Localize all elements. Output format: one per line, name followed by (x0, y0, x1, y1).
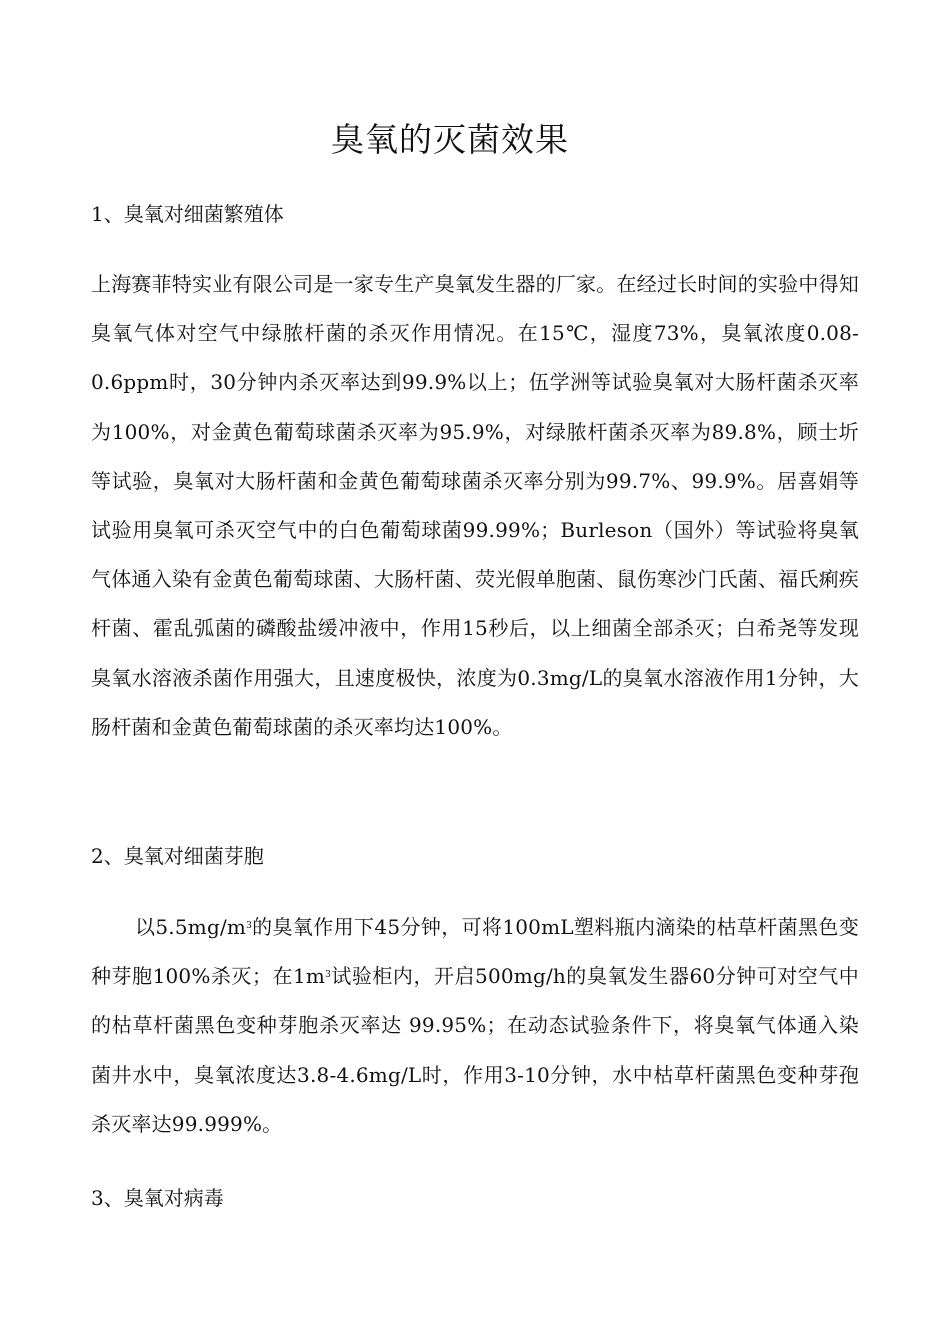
document-title: 臭氧的灭菌效果 (331, 120, 569, 159)
section-heading-bacteria: 1、臭氧对细菌繁殖体 (91, 202, 284, 226)
section-paragraph-spores (91, 903, 859, 1149)
section-heading-spores: 2、臭氧对细菌芽胞 (91, 844, 264, 868)
spores-text-part: 的臭氧作用下45分钟，可将100mL塑料瓶内滴染的枯草杆菌黑色变种芽胞100%杀灭；在1m (91, 915, 859, 989)
spores-text-part: 试验柜内，开启500mg/h的臭氧发生器60分钟可对空气中的枯草杆菌黑色变种芽胞杀灭率达 99.95%；在动态试验条件下，将臭氧气体通入染菌井水中，臭氧浓度达3.8-4.6mg/L时，作用3-10分钟，水中枯草杆菌黑色变种芽孢杀灭率达99.999%。 (91, 964, 859, 1136)
section-heading-virus: 3、臭氧对病毒 (91, 1186, 224, 1210)
spores-text-part: 以5.5mg/m (135, 915, 247, 939)
cubic-superscript: 3 (325, 970, 332, 981)
section-paragraph-bacteria: 上海赛菲特实业有限公司是一家专生产臭氧发生器的厂家。在经过长时间的实验中得知臭氧气体对空气中绿脓杆菌的杀灭作用情况。在15℃，湿度73%，臭氧浓度0.08-0.6ppm时，30分钟内杀灭率达到99.9%以上；伍学洲等试验臭氧对大肠杆菌杀灭率为100%，对金黄色葡萄球菌杀灭率为95.9%，对绿脓杆菌杀灭率为89.8%，顾士圻等试验，臭氧对大肠杆菌和金黄色葡萄球菌杀灭率分别为99.7%、99.9%。居喜娟等试验用臭氧可杀灭空气中的白色葡萄球菌99.99%；Burleson（国外）等试验将臭氧气体通入染有金黄色葡萄球菌、大肠杆菌、荧光假单胞菌、鼠伤寒沙门氏菌、福氏痢疾杆菌、霍乱弧菌的磷酸盐缓冲液中，作用15秒后，以上细菌全部杀灭；白希尧等发现臭氧水溶液杀菌作用强大，且速度极快，浓度为0.3mg/L的臭氧水溶液作用1分钟，大肠杆菌和金黄色葡萄球菌的杀灭率均达100%。 (91, 272, 859, 739)
cubic-superscript: 3 (246, 921, 252, 932)
